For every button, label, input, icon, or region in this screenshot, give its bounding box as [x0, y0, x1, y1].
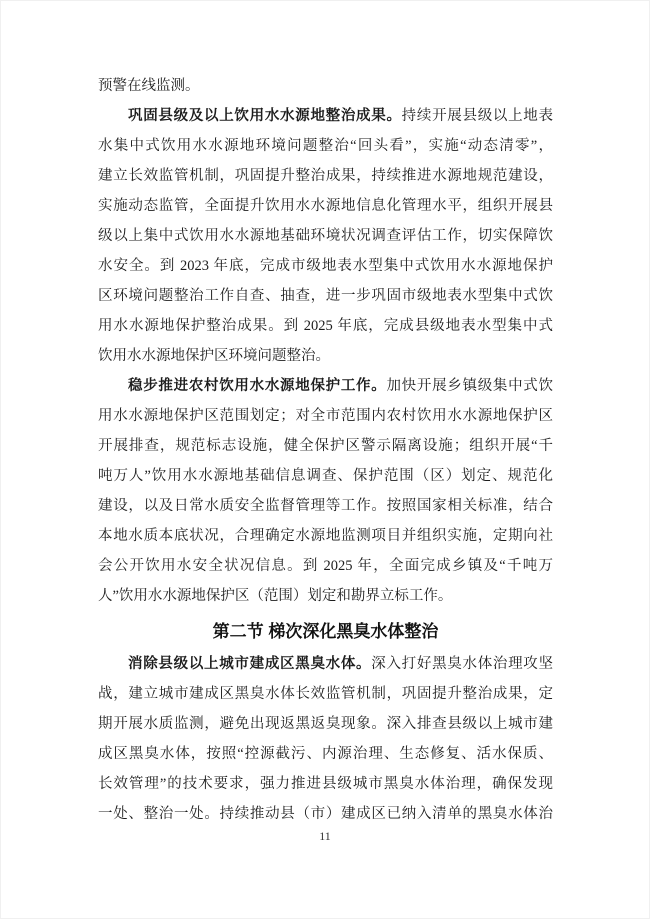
- text-line: [98, 101, 553, 131]
- text-segment: 本地水质本底状况，合理确定水源地监测项目并组织实施，定期向社: [98, 528, 553, 544]
- text-segment: 长效管理”的技术要求，强力推进县级城市黑臭水体治理，确保发现: [98, 776, 553, 792]
- text-segment: 水安全。到 2023 年底，完成市级地表水型集中式饮用水水源地保护: [98, 258, 553, 274]
- text-segment: 建立长效监管机制，巩固提升整治成果，持续推进水源地规范建设，: [98, 168, 553, 184]
- text-segment: 饮用水水源地保护区环境问题整治。: [98, 348, 330, 364]
- text-line: [98, 131, 553, 161]
- text-segment: 一处、整治一处。持续推动县（市）建成区已纳入清单的黑臭水体治: [98, 806, 553, 822]
- text-segment: 水集中式饮用水水源地环境问题整治“回头看”，实施“动态清零”，: [98, 138, 553, 154]
- text-line: [98, 709, 553, 739]
- text-line: [98, 251, 553, 281]
- text-line: [98, 281, 553, 311]
- text-segment: 加快开展乡镇级集中式饮: [386, 378, 553, 394]
- text-line: [98, 401, 553, 431]
- text-segment: 实施动态监管，全面提升饮用水水源地信息化管理水平，组织开展县: [98, 198, 553, 214]
- text-segment: 吨万人”饮用水水源地基础信息调查、保护范围（区）划定、规范化: [98, 468, 553, 484]
- text-line: [98, 341, 553, 371]
- text-line: [98, 799, 553, 829]
- text-line: [98, 191, 553, 221]
- text-segment: 开展排查，规范标志设施，健全保护区警示隔离设施；组织开展“千: [98, 438, 553, 454]
- text-segment: 用水水源地保护区范围划定；对全市范围内农村饮用水水源地保护区: [98, 408, 553, 424]
- text-segment: 人”饮用水水源地保护区（范围）划定和勘界立标工作。: [98, 588, 453, 604]
- text-line: [98, 221, 553, 251]
- document-body: [98, 71, 553, 829]
- text-line: [98, 311, 553, 341]
- text-segment: 会公开饮用水安全状况信息。到 2025 年，全面完成乡镇及“千吨万: [98, 558, 553, 574]
- text-line: [98, 491, 553, 521]
- text-line: [98, 521, 553, 551]
- text-line: [98, 649, 553, 679]
- text-line: [98, 551, 553, 581]
- text-segment: 预警在线监测。: [98, 78, 200, 94]
- text-line: [98, 431, 553, 461]
- text-line: [98, 161, 553, 191]
- text-line: [98, 461, 553, 491]
- bold-lead-sentence: 消除县级以上城市建成区黑臭水体。: [128, 656, 372, 672]
- text-segment: 级以上集中式饮用水水源地基础环境状况调查评估工作，切实保障饮: [98, 228, 553, 244]
- text-segment: 区环境问题整治工作自查、抽查，进一步巩固市级地表水型集中式饮: [98, 288, 553, 304]
- text-segment: 建设，以及日常水质安全监督管理等工作。按照国家相关标准，结合: [98, 498, 553, 514]
- bold-lead-sentence: 稳步推进农村饮用水水源地保护工作。: [128, 378, 387, 394]
- text-segment: 持续开展县级以上地表: [401, 108, 553, 124]
- text-segment: 用水水源地保护整治成果。到 2025 年底，完成县级地表水型集中式: [98, 318, 553, 334]
- text-line: [98, 371, 553, 401]
- page-number: 11: [319, 829, 331, 843]
- bold-lead-sentence: 巩固县级及以上饮用水水源地整治成果。: [128, 108, 402, 124]
- text-line: [98, 769, 553, 799]
- text-segment: 战，建立城市建成区黑臭水体长效监管机制，巩固提升整治成果，定: [98, 686, 553, 702]
- text-segment: 深入打好黑臭水体治理攻坚: [371, 656, 553, 672]
- text-line: [98, 739, 553, 769]
- text-line: [98, 71, 553, 101]
- section-heading: 第二节 梯次深化黑臭水体整治: [212, 622, 439, 641]
- text-line: [98, 581, 553, 611]
- text-segment: 期开展水质监测，避免出现返黑返臭现象。深入排查县级以上城市建: [98, 716, 553, 732]
- text-line: [98, 679, 553, 709]
- text-segment: 成区黑臭水体，按照“控源截污、内源治理、生态修复、活水保质、: [98, 746, 553, 762]
